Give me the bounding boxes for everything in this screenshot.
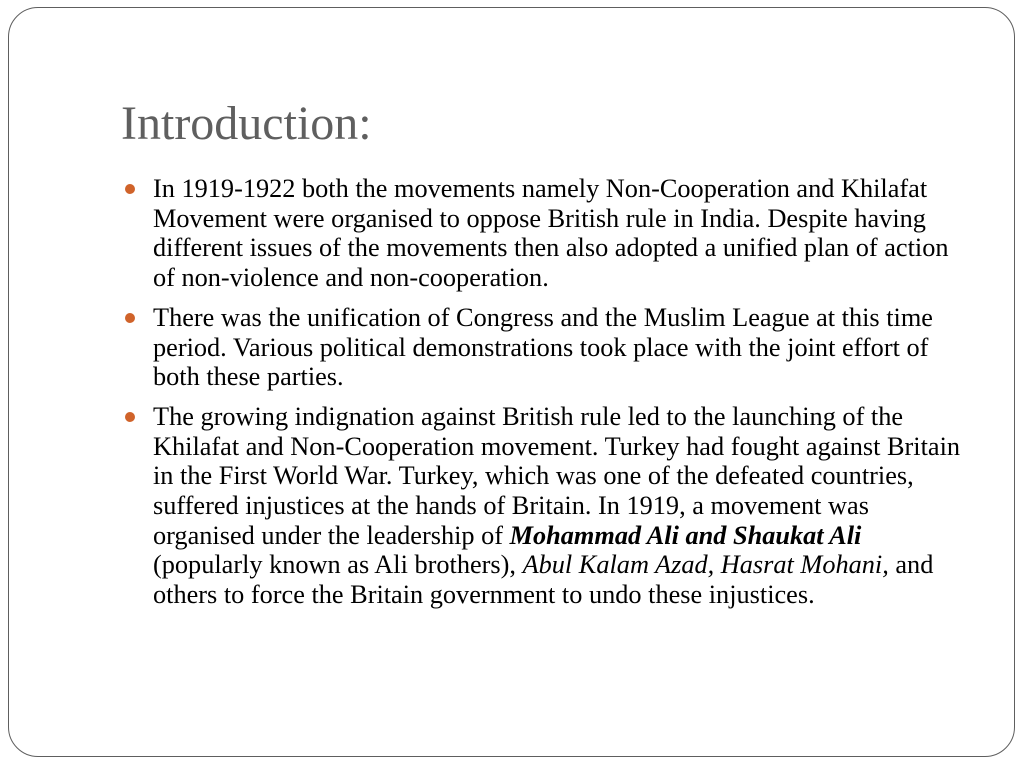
bullet-text-part: and others to force the Britain government to undo these injustices. — [153, 550, 934, 610]
bullet-text-part: The growing indignation against British rule led to the launching of the Khilafat and Non-Cooperation movement. Turkey had fought against Britain in the First World War. Turkey, which was one of the defeated countries, suffered injustices at the hands of Britain. In 1919, a movement was organised under the leadership of — [153, 401, 961, 550]
slide-title: Introduction: — [121, 97, 372, 150]
bullet-dot-icon — [125, 412, 135, 422]
bullet-text: There was the unification of Congress and the Muslim League at this time period. Various political demonstrations took place with the joint effort of both these parties. — [153, 302, 933, 392]
leaders-emphasis: Mohammad Ali and Shaukat Ali — [509, 520, 862, 550]
bullet-dot-icon — [125, 184, 135, 194]
slide-frame — [8, 7, 1015, 757]
bullet-item — [125, 402, 971, 610]
bullet-text-part: (popularly known as Ali brothers), — [153, 550, 523, 580]
bullet-item — [125, 174, 971, 293]
bullet-dot-icon — [125, 313, 135, 323]
bullet-list — [125, 174, 971, 620]
bullet-text: In 1919-1922 both the movements namely Non-Cooperation and Khilafat Movement were organised to oppose British rule in India. Despite having different issues of the movements then also adopted a unified plan of action of non-violence and non-cooperation. — [153, 174, 949, 293]
bullet-item — [125, 303, 971, 392]
others-emphasis: Abul Kalam Azad, Hasrat Mohani, — [522, 550, 889, 580]
